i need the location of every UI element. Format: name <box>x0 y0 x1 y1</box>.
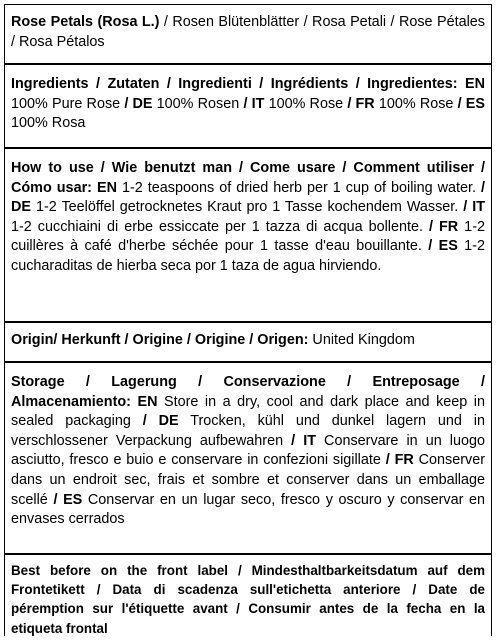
lang-code-fr: / FR <box>347 95 375 112</box>
ingredients-text-fr: 100% Rose <box>374 95 458 112</box>
usage-text-en: 1-2 teaspoons of dried herb per 1 cup of boiling water. <box>116 179 482 196</box>
origin-heading: Origin/ Herkunft / Origine / Origine / Origen: <box>11 332 309 348</box>
usage-text-it: 1-2 cucchiaini di erbe essiccate per 1 tazza di acqua bollente. <box>11 218 429 235</box>
lang-code-es: / ES <box>428 238 458 255</box>
ingredients-heading: Ingredients / Zutaten / Ingredienti / Ingrédients / Ingredientes: <box>11 76 458 92</box>
ingredients-text-de: 100% Rosen <box>152 95 244 112</box>
lang-code-en: EN <box>137 393 158 410</box>
origin-section <box>5 331 491 351</box>
best-before-section <box>5 561 491 638</box>
usage-text-de: 1-2 Teelöffel getrocknetes Kraut pro 1 Tasse kochendem Wasser. <box>31 199 464 216</box>
ingredients-text-en: 100% Pure Rose <box>11 95 125 112</box>
product-name-translations: / Rosen Blütenblätter / Rosa Petali / Rose Pétales / Rosa Pétalos <box>11 14 485 50</box>
lang-code-de: / DE <box>124 95 153 112</box>
divider <box>5 361 491 363</box>
storage-text-es: Conservar en un lugar seco, fresco y oscuro y conservar en envases cerrados <box>11 491 486 528</box>
lang-code-en: EN <box>465 76 485 92</box>
lang-code-es: / ES <box>457 95 485 112</box>
product-name-title: Rose Petals (Rosa L.) <box>11 14 160 30</box>
storage-section <box>5 373 491 530</box>
usage-text-es: 1-2 cucharaditas de hierba seca por 1 taza de agua hirviendo. <box>11 238 485 274</box>
lang-code-fr: / FR <box>385 452 414 469</box>
storage-text-de: Trocken, kühl und dunkel lagern und in verschlossener Verpackung aufbewahren <box>11 413 485 449</box>
storage-text-it: Conservare in un luogo asciutto, fresco e buio e conservare in confezioni sigillate <box>11 432 485 469</box>
lang-code-it: / IT <box>463 199 485 216</box>
lang-code-de: / DE <box>142 413 179 430</box>
usage-text-fr: 1-2 cuillères à café d'herbe séchée pour 1 tasse d'eau bouillante. <box>11 218 485 255</box>
storage-text-en: Store in a dry, cool and dark place and keep in sealed packaging <box>11 393 485 430</box>
lang-code-en: EN <box>96 179 117 196</box>
origin-value: United Kingdom <box>308 332 415 348</box>
lang-code-fr: / FR <box>429 218 459 235</box>
lang-code-de: / DE <box>11 179 486 216</box>
product-name-section <box>5 13 491 52</box>
ingredients-text-it: 100% Rose <box>264 95 348 112</box>
best-before-text: Best before on the front label / Mindesthaltbarkeitsdatum auf dem Frontetikett / Data di scadenza sull'etichetta anteriore / Date de péremption sur l'étiquette avant / Consumir antes de la fecha en la etiqueta frontal <box>11 563 485 636</box>
lang-code-it: / IT <box>243 95 265 112</box>
how-to-use-heading: How to use / Wie benutzt man / Come usare / Comment utiliser / Cómo usar: <box>11 160 485 196</box>
lang-code-es: / ES <box>53 491 83 508</box>
ingredients-text-es: 100% Rosa <box>11 115 86 132</box>
lang-code-it: / IT <box>291 432 316 449</box>
divider <box>5 321 491 323</box>
divider <box>5 553 491 555</box>
divider <box>5 63 491 65</box>
how-to-use-section <box>5 159 491 277</box>
storage-text-fr: Conserver dans un endroit sec, frais et sombre et conserver dans un emballage scellé <box>11 452 485 508</box>
product-label <box>4 4 492 636</box>
ingredients-section <box>5 75 491 134</box>
divider <box>5 147 491 149</box>
storage-heading: Storage / Lagerung / Conservazione / Entreposage / Almacenamiento: <box>11 374 485 410</box>
